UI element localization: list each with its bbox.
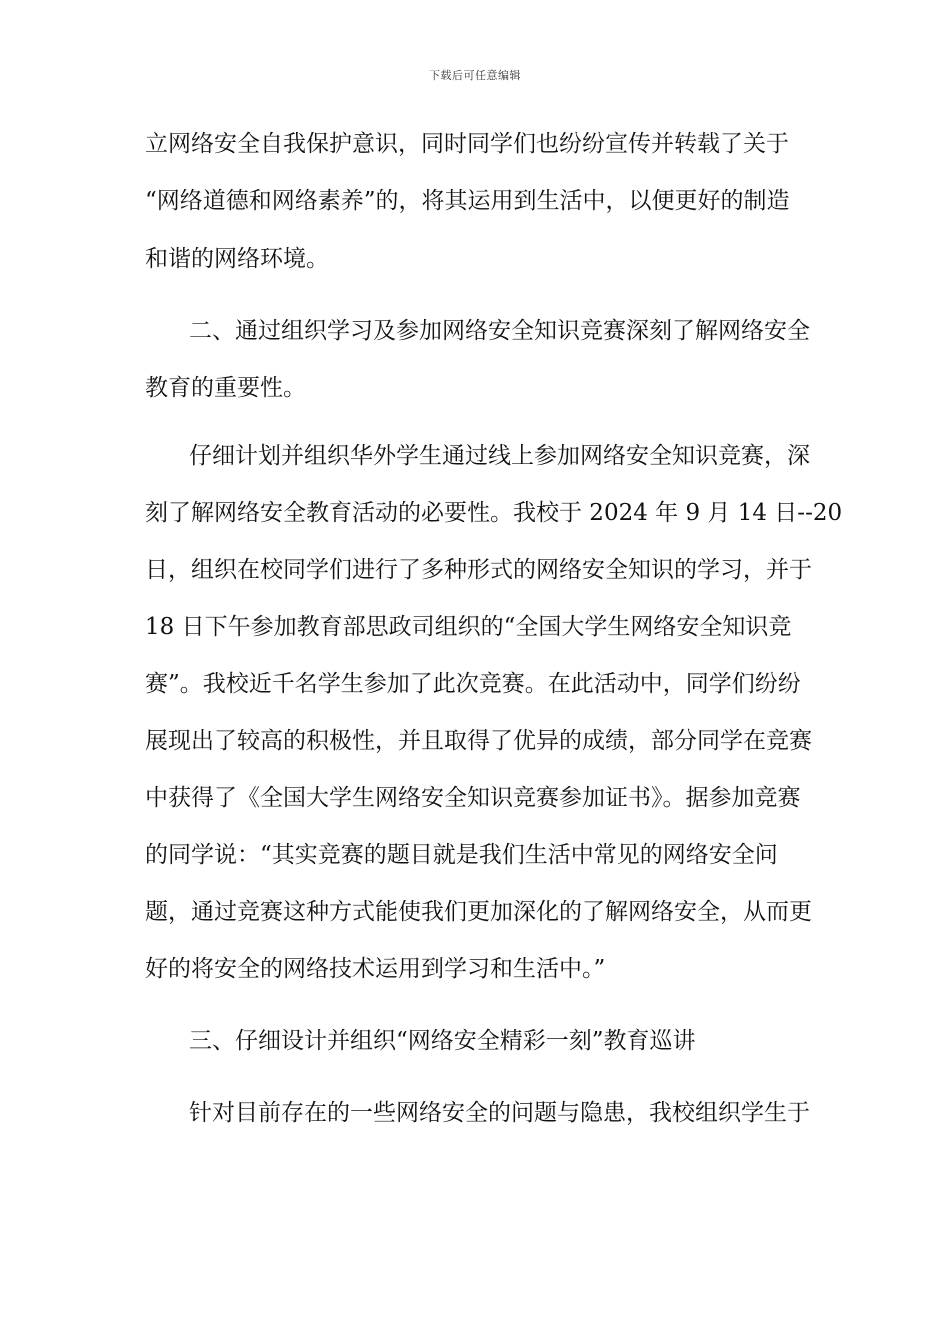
- text-line: “网络道德和网络素养”的，将其运用到生活中，以便更好的制造: [145, 188, 790, 214]
- paragraph-first-line: 仔细计划并组织华外学生通过线上参加网络安全知识竞赛，深: [189, 443, 810, 469]
- text-line: 好的将安全的网络技术运用到学习和生活中。”: [145, 956, 606, 982]
- text-line: 18 日下午参加教育部思政司组织的“全国大学生网络安全知识竞: [145, 614, 792, 640]
- page-header: 下载后可任意编辑: [429, 69, 521, 82]
- text-line: 的同学说：“其实竞赛的题目就是我们生活中常见的网络安全问: [145, 842, 778, 868]
- text-line: 赛”。我校近千名学生参加了此次竞赛。在此活动中，同学们纷纷: [145, 671, 801, 697]
- paragraph-first-line: 针对目前存在的一些网络安全的问题与隐患，我校组织学生于: [189, 1100, 810, 1126]
- section-heading-3: 三、仔细设计并组织“网络安全精彩一刻”教育巡讲: [189, 1028, 696, 1054]
- text-line: 和谐的网络环境。: [145, 246, 329, 272]
- text-line: 题，通过竞赛这种方式能使我们更加深化的了解网络安全，从而更: [145, 899, 812, 925]
- text-line: 日，组织在校同学们进行了多种形式的网络安全知识的学习，并于: [145, 557, 812, 583]
- text-line: 教育的重要性。: [145, 375, 306, 401]
- text-line: 立网络安全自我保护意识，同时同学们也纷纷宣传并转载了关于: [145, 131, 789, 157]
- text-line: 展现出了较高的积极性，并且取得了优异的成绩，部分同学在竞赛: [145, 728, 812, 754]
- text-line: 刻了解网络安全教育活动的必要性。我校于 2024 年 9 月 14 日--20: [145, 500, 843, 526]
- section-heading-2: 二、通过组织学习及参加网络安全知识竞赛深刻了解网络安全: [189, 318, 810, 344]
- text-line: 中获得了《全国大学生网络安全知识竞赛参加证书》。据参加竞赛: [145, 785, 801, 811]
